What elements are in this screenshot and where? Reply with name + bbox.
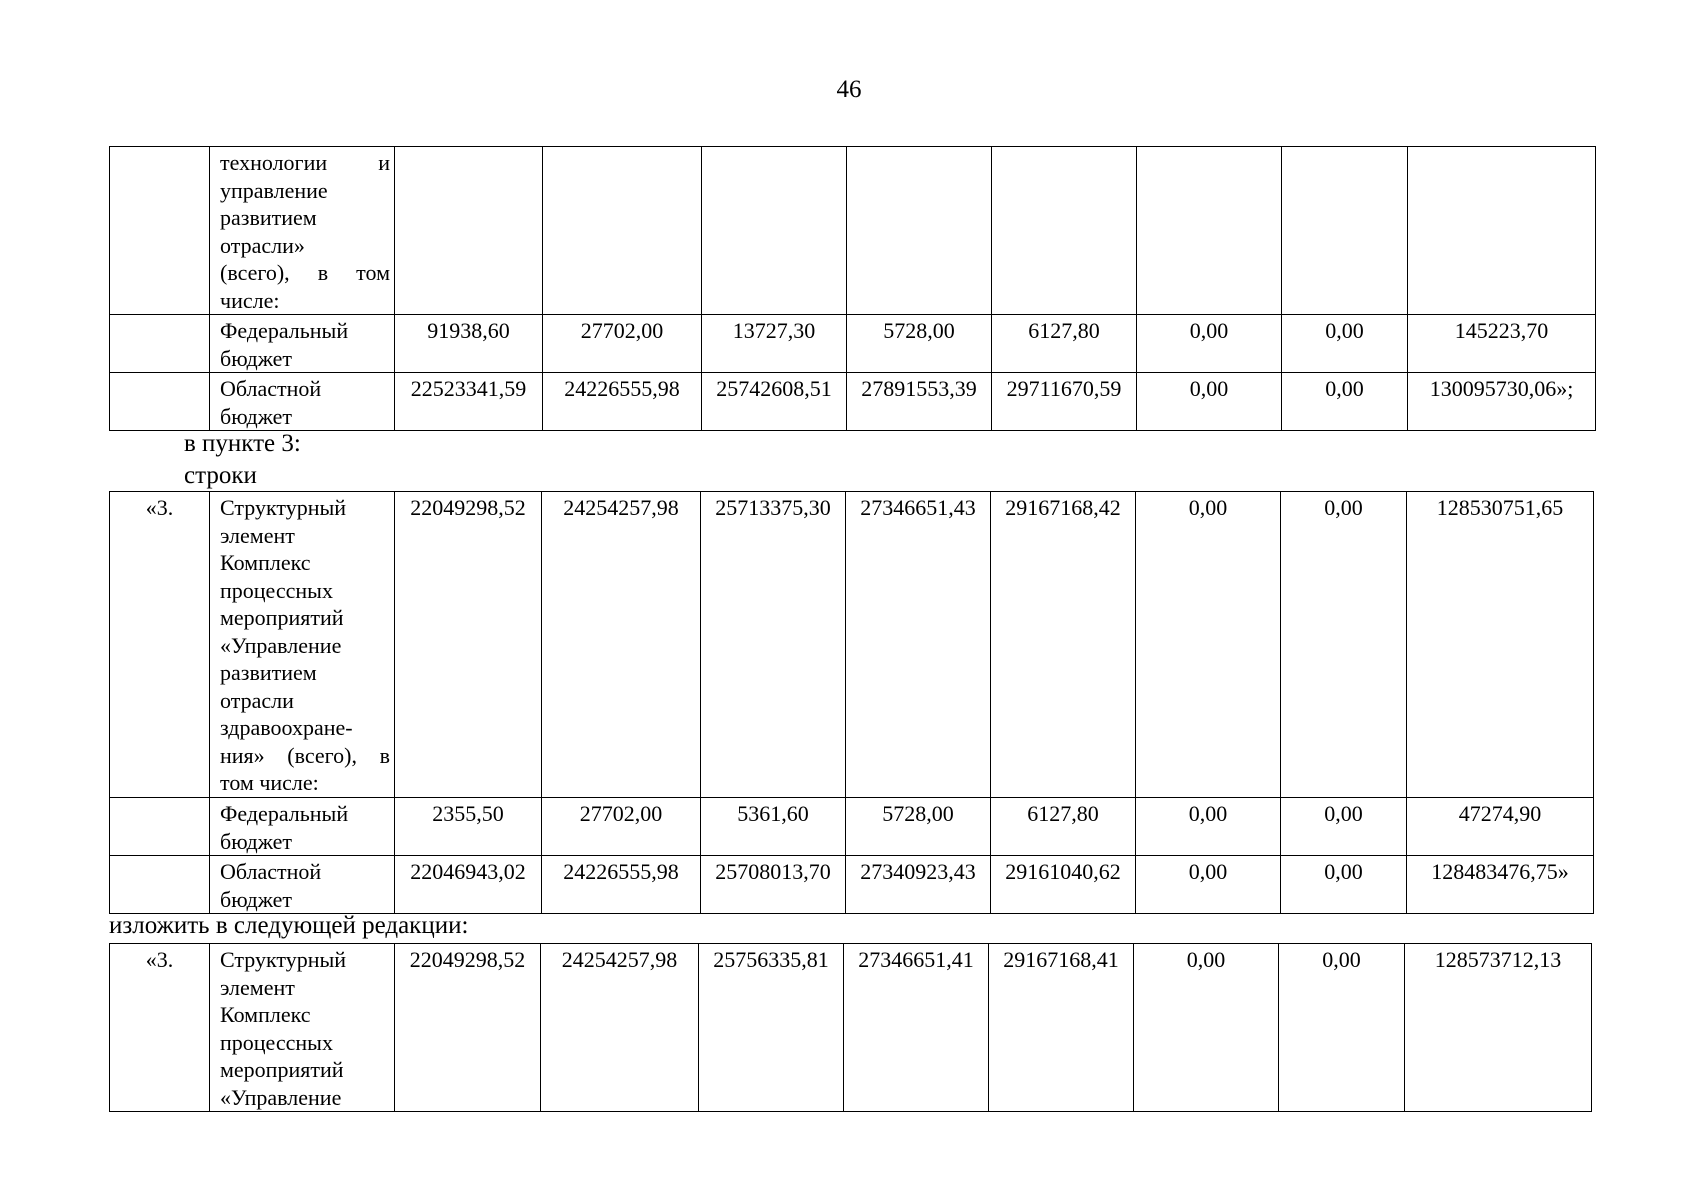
value-cell: 24226555,98 <box>543 373 702 431</box>
value-cell: 6127,80 <box>991 798 1136 856</box>
value-cell <box>1408 147 1596 315</box>
row-name-line: мероприятий <box>220 1057 344 1082</box>
row-name-line: Комплекс <box>220 1002 311 1027</box>
value-cell: 13727,30 <box>702 315 847 373</box>
paragraph-new-edition: изложить в следующей редакции: <box>109 912 469 939</box>
value-cell: 27702,00 <box>543 315 702 373</box>
row-name-line: отрасли» <box>220 232 305 258</box>
row-index-cell <box>110 856 210 914</box>
value-cell: 22046943,02 <box>395 856 542 914</box>
row-name-cell <box>210 315 395 373</box>
paragraph-rows: строки <box>184 462 257 489</box>
value-cell <box>395 147 543 315</box>
row-name-line: бюджет <box>220 886 292 912</box>
value-cell: 0,00 <box>1136 856 1281 914</box>
table-row <box>110 315 1596 373</box>
table-row <box>110 147 1596 315</box>
row-name-line: Структурный <box>220 495 347 520</box>
table-row <box>110 856 1594 914</box>
value-cell: 29711670,59 <box>992 373 1137 431</box>
row-index-cell <box>110 798 210 856</box>
value-cell: 29167168,41 <box>989 944 1134 1112</box>
row-name-line: процессных <box>220 1029 333 1055</box>
value-cell <box>702 147 847 315</box>
row-name-cell <box>210 373 395 431</box>
row-name-cell <box>210 856 395 914</box>
value-cell: 27891553,39 <box>847 373 992 431</box>
value-cell: 25742608,51 <box>702 373 847 431</box>
value-cell: 2355,50 <box>395 798 542 856</box>
value-cell: 128530751,65 <box>1407 492 1594 798</box>
value-cell: 24226555,98 <box>542 856 701 914</box>
value-cell: 0,00 <box>1281 798 1407 856</box>
value-cell: 0,00 <box>1282 373 1408 431</box>
row-name-line: «Управление <box>220 632 342 658</box>
value-cell: 22523341,59 <box>395 373 543 431</box>
value-cell: 0,00 <box>1137 373 1282 431</box>
row-name-line: Структурный <box>220 947 347 972</box>
row-name-line: развитием <box>220 205 317 230</box>
row-name-line: процессных <box>220 577 333 603</box>
value-cell: 5728,00 <box>846 798 991 856</box>
value-cell: 0,00 <box>1137 315 1282 373</box>
value-cell <box>543 147 702 315</box>
value-cell: 25713375,30 <box>701 492 846 798</box>
row-name-line: бюджет <box>220 403 292 429</box>
row-name-line: элемент <box>220 522 295 548</box>
row-name-line: бюджет <box>220 345 292 371</box>
table-row <box>110 373 1596 431</box>
value-cell: 6127,80 <box>992 315 1137 373</box>
row-name-line: ния» (всего), в <box>220 742 390 768</box>
row-name-line: здравоохране- <box>220 715 353 740</box>
row-name-line: «Управление <box>220 1084 342 1110</box>
value-cell: 24254257,98 <box>541 944 699 1112</box>
value-cell: 0,00 <box>1282 315 1408 373</box>
value-cell: 91938,60 <box>395 315 543 373</box>
value-cell: 0,00 <box>1281 492 1407 798</box>
value-cell: 27346651,43 <box>846 492 991 798</box>
budget-table-new-rows <box>109 943 1592 1112</box>
value-cell: 130095730,06»; <box>1408 373 1596 431</box>
row-name-line: бюджет <box>220 828 292 854</box>
page-number: 46 <box>836 76 862 103</box>
row-name-line: отрасли <box>220 687 294 713</box>
row-name-line: технологии и <box>220 150 390 175</box>
row-name-line: мероприятий <box>220 605 344 630</box>
row-name-cell <box>210 944 395 1112</box>
row-name-line: том числе: <box>220 770 319 795</box>
row-name-line: управление <box>220 177 328 203</box>
value-cell: 25756335,81 <box>699 944 844 1112</box>
value-cell: 128483476,75» <box>1407 856 1594 914</box>
value-cell: 22049298,52 <box>395 492 542 798</box>
row-name-line: Федеральный <box>220 318 349 343</box>
row-index-cell: «3. <box>110 944 210 1112</box>
row-index-cell: «3. <box>110 492 210 798</box>
value-cell: 5728,00 <box>847 315 992 373</box>
value-cell: 29167168,42 <box>991 492 1136 798</box>
value-cell: 145223,70 <box>1408 315 1596 373</box>
value-cell: 25708013,70 <box>701 856 846 914</box>
row-name-line: Областной <box>220 376 322 401</box>
row-name-cell <box>210 147 395 315</box>
value-cell: 27346651,41 <box>844 944 989 1112</box>
value-cell: 0,00 <box>1136 492 1281 798</box>
row-name-line: элемент <box>220 974 295 1000</box>
budget-table-continued <box>109 146 1596 431</box>
row-name-line: Комплекс <box>220 550 311 575</box>
value-cell: 47274,90 <box>1407 798 1594 856</box>
row-name-line: (всего), в том <box>220 260 390 285</box>
row-name-line: развитием <box>220 660 317 685</box>
row-name-cell <box>210 492 395 798</box>
value-cell: 27702,00 <box>542 798 701 856</box>
value-cell: 24254257,98 <box>542 492 701 798</box>
row-name-line: Федеральный <box>220 801 349 826</box>
paragraph-in-point-3: в пункте 3: <box>184 430 301 457</box>
value-cell <box>847 147 992 315</box>
value-cell <box>1282 147 1408 315</box>
table-row <box>110 798 1594 856</box>
row-index-cell <box>110 373 210 431</box>
budget-table-old-rows <box>109 491 1594 914</box>
value-cell: 22049298,52 <box>395 944 541 1112</box>
value-cell: 0,00 <box>1134 944 1279 1112</box>
value-cell: 27340923,43 <box>846 856 991 914</box>
value-cell: 5361,60 <box>701 798 846 856</box>
row-index-cell <box>110 315 210 373</box>
row-name-line: Областной <box>220 859 322 884</box>
value-cell <box>1137 147 1282 315</box>
table-row <box>110 944 1592 1112</box>
table-row <box>110 492 1594 798</box>
row-index-cell <box>110 147 210 315</box>
value-cell: 0,00 <box>1136 798 1281 856</box>
row-name-cell <box>210 798 395 856</box>
value-cell: 0,00 <box>1279 944 1405 1112</box>
value-cell: 29161040,62 <box>991 856 1136 914</box>
value-cell: 128573712,13 <box>1405 944 1592 1112</box>
value-cell <box>992 147 1137 315</box>
value-cell: 0,00 <box>1281 856 1407 914</box>
row-name-line: числе: <box>220 287 280 313</box>
